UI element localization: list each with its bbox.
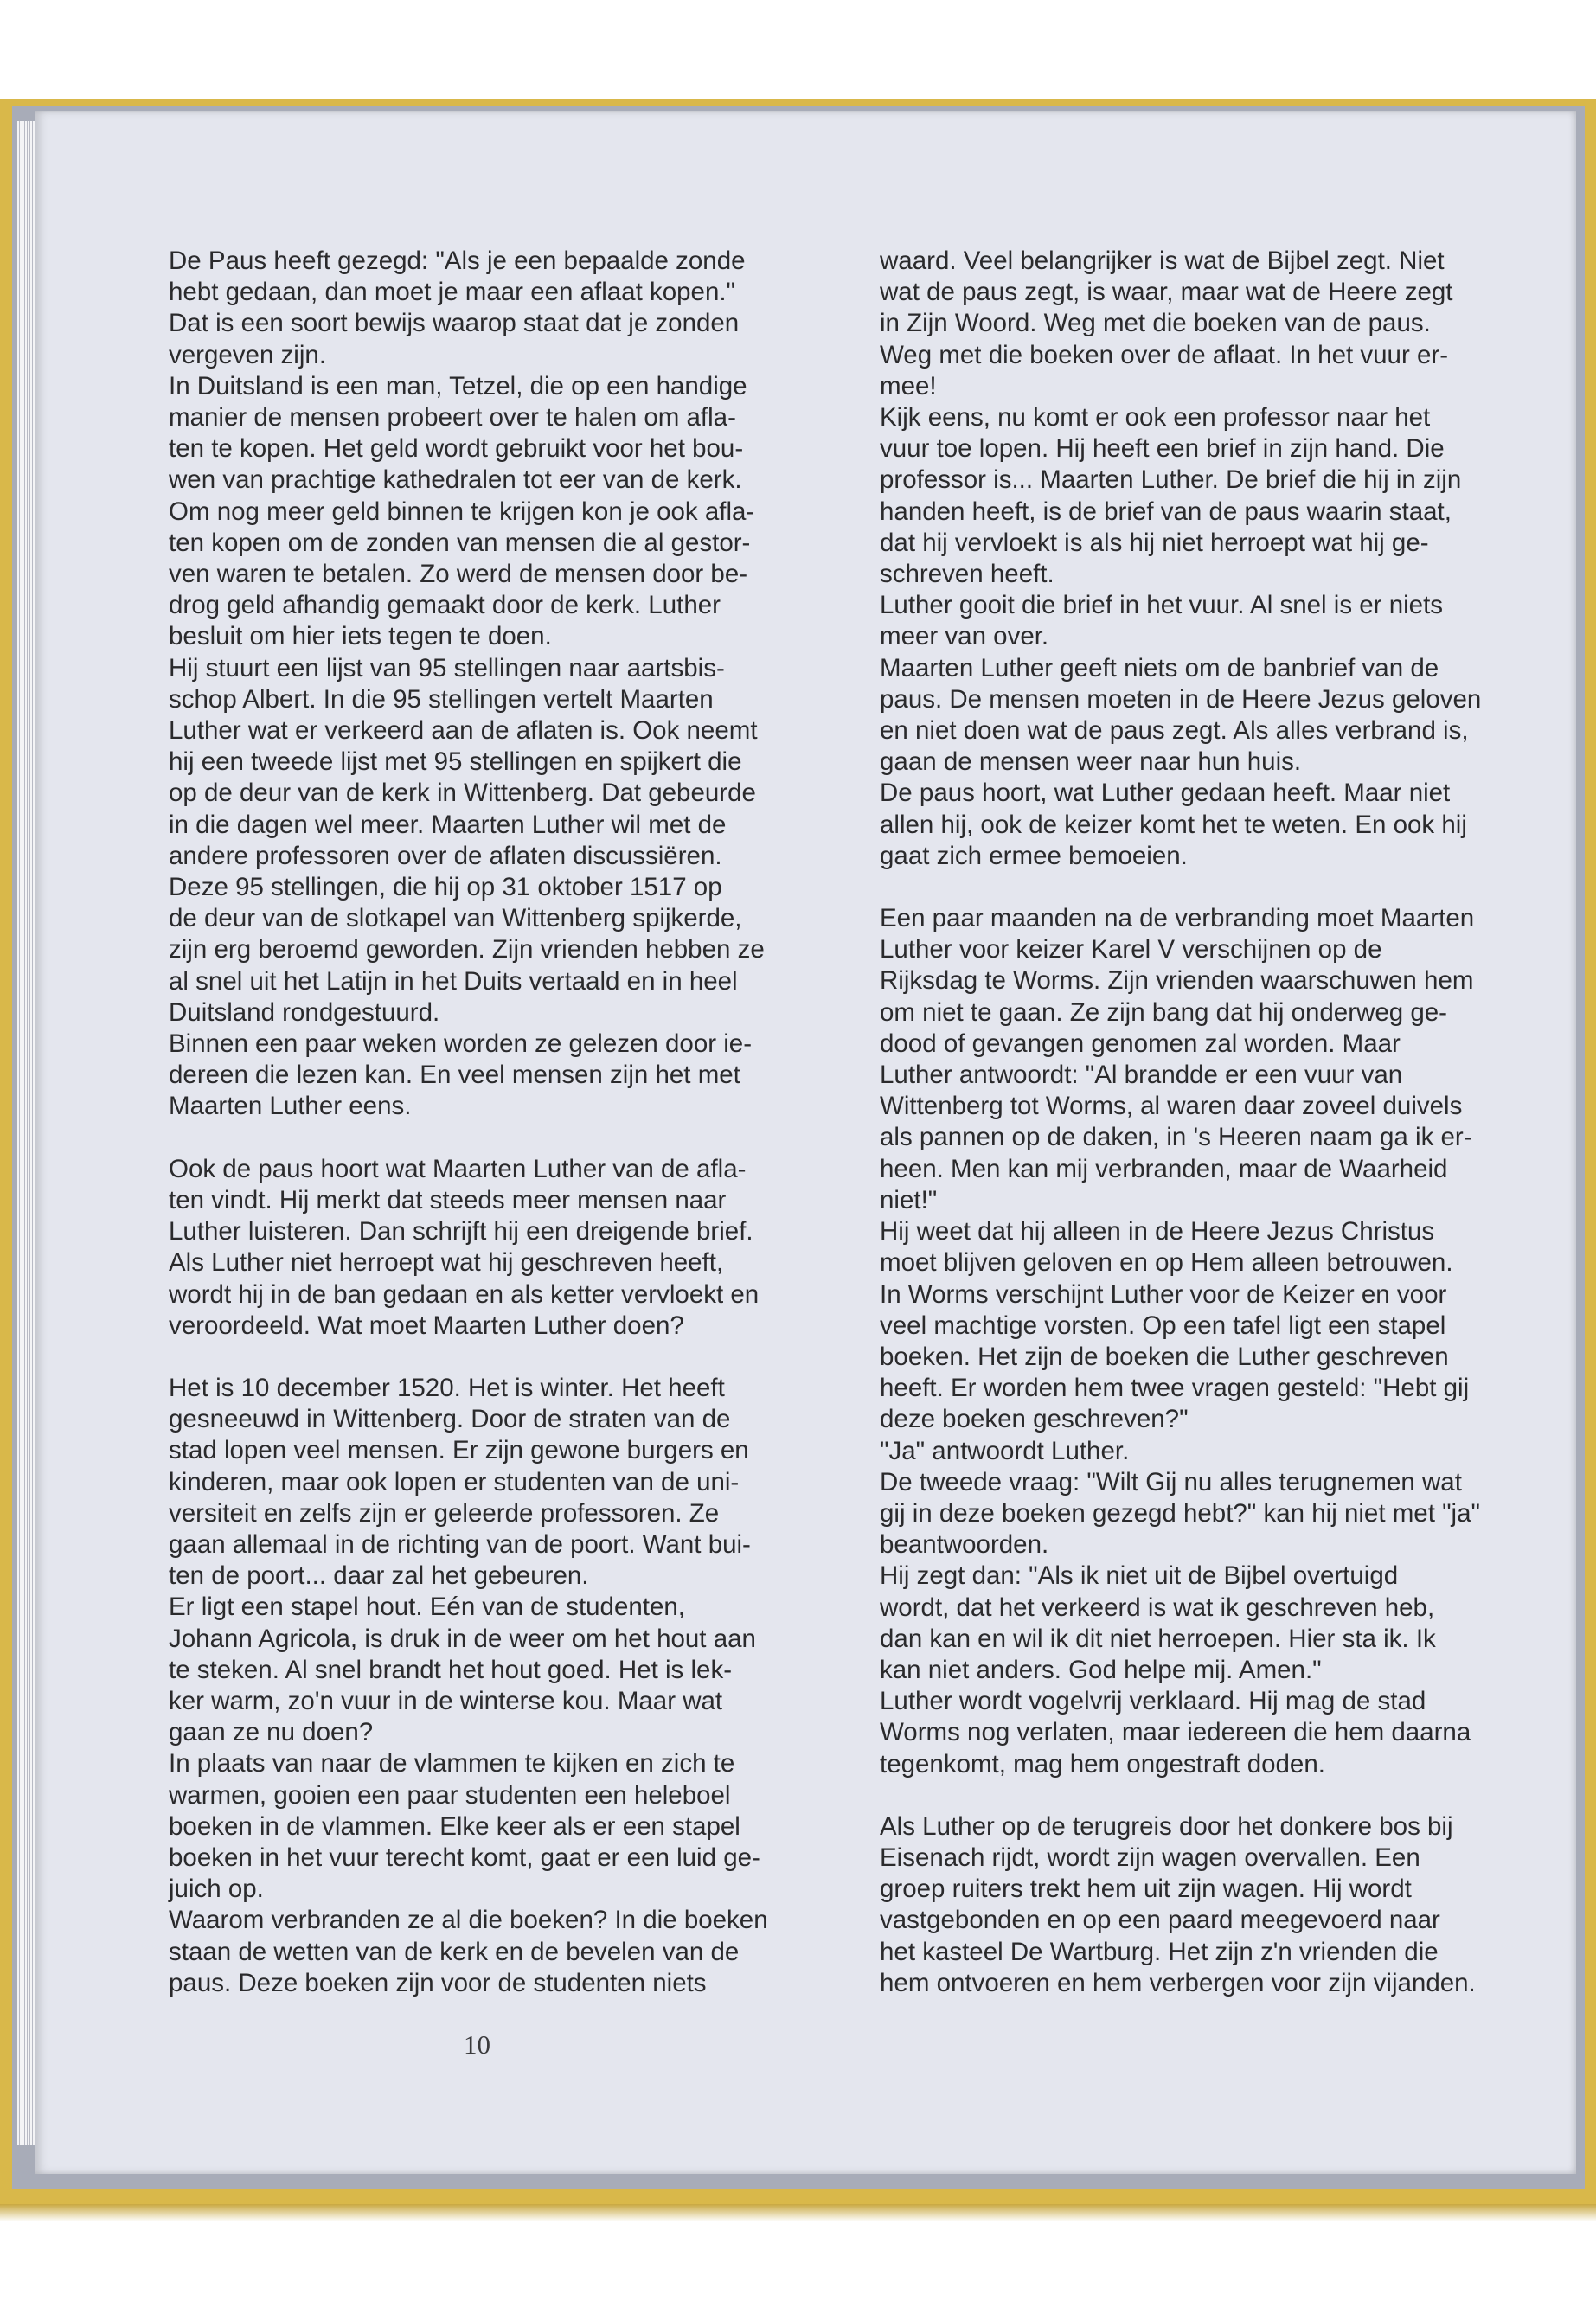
text-line: warmen, gooien een paar studenten een heleboel xyxy=(169,1780,731,1810)
text-line: Dat is een soort bewijs waarop staat dat je zonden xyxy=(169,309,740,338)
text-line: ven waren te betalen. Zo werd de mensen door be- xyxy=(169,560,748,589)
text-line: Luther gooit die brief in het vuur. Al snel is er niets xyxy=(880,591,1444,620)
text-line: tegenkomt, mag hem ongestraft doden. xyxy=(880,1749,1325,1779)
text-line: Rijksdag te Worms. Zijn vrienden waarschuwen hem xyxy=(880,966,1474,996)
text-line: dat hij vervloekt is als hij niet herroept wat hij ge- xyxy=(880,528,1429,557)
text-line: wordt, dat het verkeerd is wat ik geschreven heb, xyxy=(880,1593,1435,1622)
text-line: Het is 10 december 1520. Het is winter. Het heeft xyxy=(169,1373,725,1402)
text-line: het kasteel De Wartburg. Het zijn z'n vrienden die xyxy=(880,1937,1439,1966)
text-line: Wittenberg tot Worms, al waren daar zoveel duivels xyxy=(880,1092,1463,1121)
text-line: stad lopen veel mensen. Er zijn gewone burgers en xyxy=(169,1436,749,1465)
text-line: wat de paus zegt, is waar, maar wat de Heere zegt xyxy=(880,278,1453,307)
text-line: te steken. Al snel brandt het hout goed. Het is lek- xyxy=(169,1655,733,1684)
text-line: heeft. Er worden hem twee vragen gesteld: "Hebt gij xyxy=(880,1374,1470,1403)
text-line: Deze 95 stellingen, die hij op 31 oktober 1517 op xyxy=(169,873,722,902)
page-number: 10 xyxy=(464,2029,490,2060)
text-line: Johann Agricola, is druk in de weer om het hout aan xyxy=(169,1624,756,1653)
text-line: hij een tweede lijst met 95 stellingen en spijkert die xyxy=(169,747,742,777)
text-line: allen hij, ook de keizer komt het te weten. En ook hij xyxy=(880,810,1467,839)
paragraph-gap xyxy=(169,1342,792,1373)
paragraph-gap xyxy=(880,872,1503,903)
text-column-left xyxy=(169,246,792,1999)
text-line: kinderen, maar ook lopen er studenten van de uni- xyxy=(169,1467,740,1497)
text-line: Een paar maanden na de verbranding moet Maarten xyxy=(880,904,1475,933)
text-line: zijn erg beroemd geworden. Zijn vrienden hebben ze xyxy=(169,935,765,965)
text-line: Luther antwoordt: "Al brandde er een vuur van xyxy=(880,1061,1403,1090)
text-line: ten kopen om de zonden van mensen die al gestor- xyxy=(169,528,751,557)
text-line: niet!" xyxy=(880,1185,938,1215)
text-line: gaan allemaal in de richting van de poort. Want bui- xyxy=(169,1529,751,1559)
text-line: manier de mensen probeert over te halen om afla- xyxy=(169,403,736,433)
text-line: vastgebonden en op een paard meegevoerd naar xyxy=(880,1906,1440,1935)
text-line: gesneeuwd in Wittenberg. Door de straten van de xyxy=(169,1405,731,1434)
text-line: Maarten Luther eens. xyxy=(169,1092,412,1121)
text-line: schop Albert. In die 95 stellingen vertelt Maarten xyxy=(169,684,714,714)
text-line: ten de poort... daar zal het gebeuren. xyxy=(169,1561,589,1591)
text-line: paus. De mensen moeten in de Heere Jezus geloven xyxy=(880,684,1482,714)
text-line: gaat zich ermee bemoeien. xyxy=(880,841,1188,870)
text-line: meer van over. xyxy=(880,622,1049,651)
text-line: Er ligt een stapel hout. Eén van de studenten, xyxy=(169,1593,685,1622)
text-line: paus. Deze boeken zijn voor de studenten niets xyxy=(169,1968,707,1997)
text-line: waard. Veel belangrijker is wat de Bijbel zegt. Niet xyxy=(880,247,1445,275)
text-line: moet blijven geloven en op Hem alleen betrouwen. xyxy=(880,1248,1453,1278)
paragraph-gap xyxy=(169,1123,792,1154)
text-line: als pannen op de daken, in 's Heeren naam ga ik er- xyxy=(880,1123,1472,1152)
text-line: deze boeken geschreven?" xyxy=(880,1405,1189,1434)
text-line: "Ja" antwoordt Luther. xyxy=(880,1436,1130,1465)
text-line: versiteit en zelfs zijn er geleerde professoren. Ze xyxy=(169,1498,720,1528)
text-line: heen. Men kan mij verbranden, maar de Waarheid xyxy=(880,1154,1448,1183)
text-line: groep ruiters trekt hem uit zijn wagen. Hij wordt xyxy=(880,1875,1412,1904)
text-line: andere professoren over de aflaten discussiëren. xyxy=(169,841,722,870)
paragraph-gap xyxy=(880,1780,1503,1811)
text-line: De paus hoort, wat Luther gedaan heeft. Maar niet xyxy=(880,779,1451,808)
text-line: dereen die lezen kan. En veel mensen zijn het met xyxy=(169,1061,740,1090)
text-line: gij in deze boeken gezegd hebt?" kan hij niet met "ja" xyxy=(880,1498,1480,1528)
text-line: besluit om hier iets tegen te doen. xyxy=(169,622,552,651)
text-line: In Worms verschijnt Luther voor de Keizer en voor xyxy=(880,1279,1447,1309)
text-column-right xyxy=(880,246,1503,1999)
text-line: gaan de mensen weer naar hun huis. xyxy=(880,747,1302,777)
text-line: Kijk eens, nu komt er ook een professor naar het xyxy=(880,403,1431,433)
text-line: al snel uit het Latijn in het Duits vertaald en in heel xyxy=(169,966,738,996)
text-line: staan de wetten van de kerk en de bevelen van de xyxy=(169,1937,740,1966)
text-line: veroordeeld. Wat moet Maarten Luther doen? xyxy=(169,1311,684,1340)
text-line: Hij stuurt een lijst van 95 stellingen naar aartsbis- xyxy=(169,653,725,683)
text-line: Luther wordt vogelvrij verklaard. Hij mag de stad xyxy=(880,1687,1426,1716)
text-line: Worms nog verlaten, maar iedereen die hem daarna xyxy=(880,1718,1471,1747)
text-line: vergeven zijn. xyxy=(169,340,327,369)
text-line: Waarom verbranden ze al die boeken? In die boeken xyxy=(169,1906,768,1935)
text-line: mee! xyxy=(880,371,937,401)
text-line: handen heeft, is de brief van de paus waarin staat, xyxy=(880,497,1452,526)
text-line: Hij weet dat hij alleen in de Heere Jezus Christus xyxy=(880,1217,1435,1247)
text-line: Luther wat er verkeerd aan de aflaten is. Ook neemt xyxy=(169,716,758,746)
text-line: In Duitsland is een man, Tetzel, die op een handige xyxy=(169,371,747,401)
text-line: gaan ze nu doen? xyxy=(169,1718,374,1747)
text-line: vuur toe lopen. Hij heeft een brief in zijn hand. Die xyxy=(880,434,1445,464)
text-line: Luther luisteren. Dan schrijft hij een dreigende brief. xyxy=(169,1217,753,1247)
text-line: Duitsland rondgestuurd. xyxy=(169,997,440,1027)
text-line: wordt hij in de ban gedaan en als ketter vervloekt en xyxy=(169,1279,760,1309)
text-line: Binnen een paar weken worden ze gelezen door ie- xyxy=(169,1029,753,1059)
text-line: kan niet anders. God helpe mij. Amen." xyxy=(880,1655,1322,1684)
text-line: drog geld afhandig gemaakt door de kerk. Luther xyxy=(169,591,721,620)
text-line: Om nog meer geld binnen te krijgen kon je ook afla- xyxy=(169,497,755,526)
text-line: juich op. xyxy=(169,1875,264,1904)
text-line: in Zijn Woord. Weg met die boeken van de paus. xyxy=(880,309,1431,338)
text-line: hem ontvoeren en hem verbergen voor zijn vijanden. xyxy=(880,1968,1476,1997)
text-line: Weg met die boeken over de aflaat. In het vuur er- xyxy=(880,340,1449,369)
text-line: in die dagen wel meer. Maarten Luther wil met de xyxy=(169,810,727,839)
text-line: de deur van de slotkapel van Wittenberg spijkerde, xyxy=(169,904,742,933)
text-line: De Paus heeft gezegd: "Als je een bepaalde zonde xyxy=(169,247,746,275)
text-line: Hij zegt dan: "Als ik niet uit de Bijbel overtuigd xyxy=(880,1561,1399,1591)
text-line: op de deur van de kerk in Wittenberg. Dat gebeurde xyxy=(169,779,756,808)
text-line: veel machtige vorsten. Op een tafel ligt een stapel xyxy=(880,1311,1446,1340)
text-line: beantwoorden. xyxy=(880,1530,1049,1560)
text-line: schreven heeft. xyxy=(880,560,1054,589)
text-line: en niet doen wat de paus zegt. Als alles verbrand is, xyxy=(880,716,1469,746)
text-line: Als Luther op de terugreis door het donkere bos bij xyxy=(880,1811,1453,1841)
text-line: Maarten Luther geeft niets om de banbrief van de xyxy=(880,653,1439,683)
text-line: hebt gedaan, dan moet je maar een aflaat kopen." xyxy=(169,278,736,307)
text-line: boeken. Het zijn de boeken die Luther geschreven xyxy=(880,1342,1449,1371)
text-line: In plaats van naar de vlammen te kijken en zich te xyxy=(169,1749,735,1779)
text-line: professor is... Maarten Luther. De brief die hij in zijn xyxy=(880,465,1462,495)
text-line: wen van prachtige kathedralen tot eer van de kerk. xyxy=(169,465,742,495)
text-line: boeken in het vuur terecht komt, gaat er een luid ge- xyxy=(169,1843,760,1872)
text-line: Ook de paus hoort wat Maarten Luther van de afla- xyxy=(169,1154,747,1183)
text-line: boeken in de vlammen. Elke keer als er een stapel xyxy=(169,1811,740,1841)
text-line: Luther voor keizer Karel V verschijnen op de xyxy=(880,935,1382,965)
text-line: ten te kopen. Het geld wordt gebruikt voor het bou- xyxy=(169,434,744,464)
text-line: Eisenach rijdt, wordt zijn wagen overvallen. Een xyxy=(880,1843,1420,1872)
text-line: dan kan en wil ik dit niet herroepen. Hier sta ik. Ik xyxy=(880,1624,1436,1653)
text-line: ten vindt. Hij merkt dat steeds meer mensen naar xyxy=(169,1185,727,1215)
text-line: De tweede vraag: "Wilt Gij nu alles terugnemen wat xyxy=(880,1467,1462,1497)
text-line: dood of gevangen genomen zal worden. Maar xyxy=(880,1029,1401,1058)
text-line: ker warm, zo'n vuur in de winterse kou. Maar wat xyxy=(169,1686,723,1715)
text-line: Als Luther niet herroept wat hij geschreven heeft, xyxy=(169,1248,724,1278)
book-bottom-edge xyxy=(0,2204,1596,2221)
text-line: om niet te gaan. Ze zijn bang dat hij onderweg ge- xyxy=(880,997,1447,1027)
